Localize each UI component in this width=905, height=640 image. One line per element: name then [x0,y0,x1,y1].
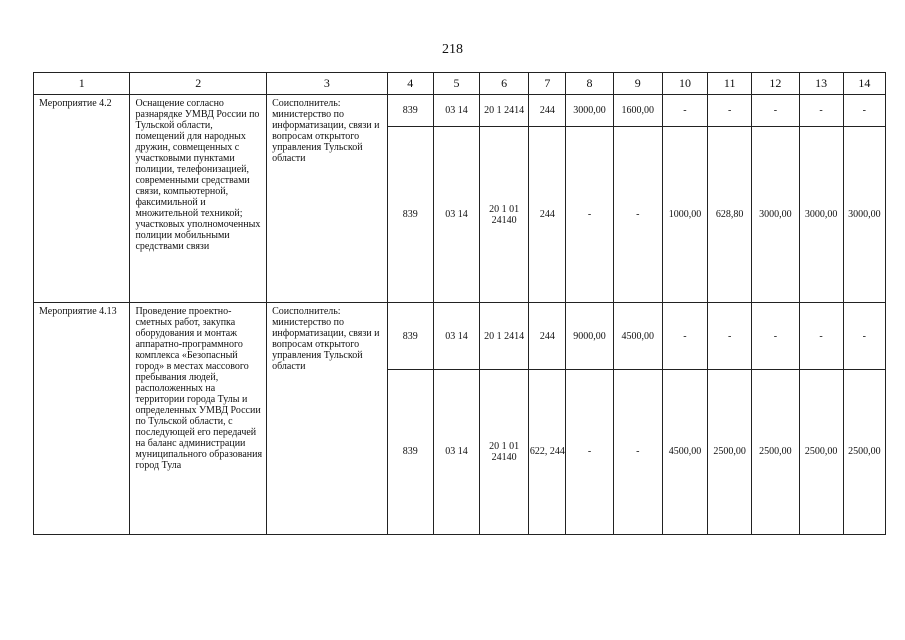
header-cell: 6 [480,73,529,95]
cell-code-5: 03 14 [433,303,479,369]
cell-code-5: 03 14 [433,369,479,534]
cell-code-4: 839 [387,369,433,534]
header-cell: 2 [130,73,267,95]
header-cell: 7 [529,73,566,95]
measure-description: Оснащение согласно разнарядке УМВД России по Тульской области, помещений для народных дружин, совмещенных с участковыми пунктами полиции, телефонизацией, современными средствами связи, компьютерной, факсимильной и множительной техникой; участковых уполномоченных полиции мобильными средствами связи [130,95,267,303]
cell-value-8: 3000,00 [566,95,613,127]
cell-value-13: 2500,00 [799,369,843,534]
measure-executor: Соисполнитель: министерство по информатизации, связи и вопросам открытого управления Тульской области [267,303,388,535]
header-cell: 12 [752,73,799,95]
cell-value-14: - [843,95,885,127]
cell-code-5: 03 14 [433,127,479,303]
cell-value-14: - [843,303,885,369]
header-cell: 5 [433,73,479,95]
cell-value-12: - [752,303,799,369]
header-cell: 13 [799,73,843,95]
cell-code-6: 20 1 01 24140 [480,127,529,303]
cell-value-13: - [799,95,843,127]
measure-label: Мероприятие 4.2 [34,95,130,303]
cell-value-11: 628,80 [708,127,752,303]
cell-value-12: 2500,00 [752,369,799,534]
cell-code-6: 20 1 2414 [480,95,529,127]
header-row [34,73,886,95]
header-cell: 1 [34,73,130,95]
cell-code-7: 244 [529,95,566,127]
cell-value-9: 1600,00 [613,95,662,127]
cell-value-11: - [708,95,752,127]
cell-value-8: 9000,00 [566,303,613,369]
header-cell: 14 [843,73,885,95]
cell-value-12: - [752,95,799,127]
cell-code-6: 20 1 01 24140 [480,369,529,534]
cell-code-5: 03 14 [433,95,479,127]
cell-value-10: 4500,00 [662,369,707,534]
cell-value-10: - [662,303,707,369]
cell-code-4: 839 [387,127,433,303]
header-cell: 8 [566,73,613,95]
cell-code-7: 244 [529,127,566,303]
table-row [34,95,886,127]
header-cell: 9 [613,73,662,95]
page-number: 218 [442,42,463,57]
cell-value-9: 4500,00 [613,303,662,369]
header-cell: 11 [708,73,752,95]
cell-value-9: - [613,127,662,303]
measure-executor: Соисполнитель: министерство по информатизации, связи и вопросам открытого управления Тульской области [267,95,388,303]
cell-value-10: - [662,95,707,127]
table-row [34,303,886,369]
cell-value-11: 2500,00 [708,369,752,534]
cell-value-10: 1000,00 [662,127,707,303]
cell-value-12: 3000,00 [752,127,799,303]
header-cell: 10 [662,73,707,95]
cell-code-7: 622, 244 [529,369,566,534]
cell-code-4: 839 [387,303,433,369]
measure-description: Проведение проектно-сметных работ, закупка оборудования и монтаж аппаратно-программного комплекса «Безопасный город» в местах массового пребывания людей, расположенных на территории города Тулы и определенных УМВД России по Тульской области, с последующей его передачей на баланс администрации муниципального образования город Тула [130,303,267,535]
cell-value-13: - [799,303,843,369]
header-cell: 4 [387,73,433,95]
cell-value-14: 2500,00 [843,369,885,534]
measure-label: Мероприятие 4.13 [34,303,130,535]
cell-value-11: - [708,303,752,369]
cell-value-8: - [566,127,613,303]
cell-value-9: - [613,369,662,534]
cell-value-13: 3000,00 [799,127,843,303]
header-cell: 3 [267,73,388,95]
budget-table [33,72,886,535]
cell-code-7: 244 [529,303,566,369]
cell-value-14: 3000,00 [843,127,885,303]
cell-code-6: 20 1 2414 [480,303,529,369]
cell-code-4: 839 [387,95,433,127]
cell-value-8: - [566,369,613,534]
